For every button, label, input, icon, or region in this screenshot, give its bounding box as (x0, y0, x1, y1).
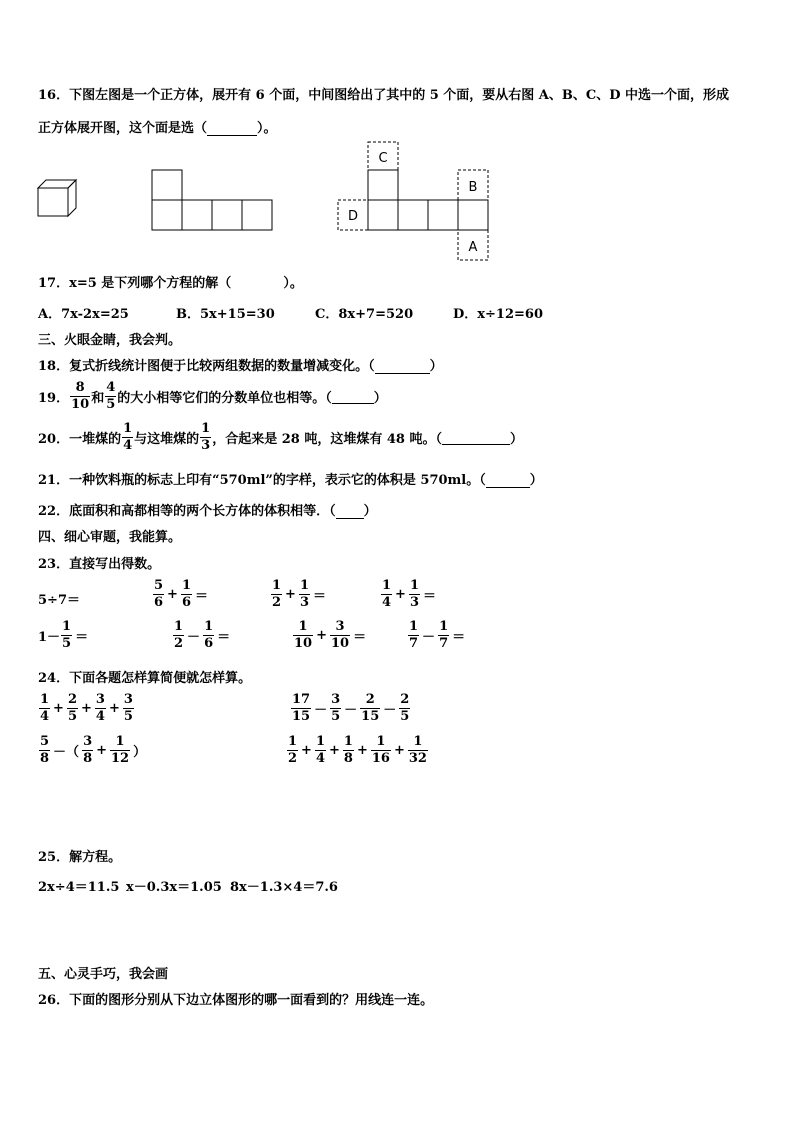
section-5-heading: 五、心灵手巧，我会画 (38, 967, 169, 982)
q24-expr-4: $\frac{1}{2}$ + $\frac{1}{4}$ + $\frac{1}{8}$ + $\frac{1}{16}$ + $\frac{1}{32}$ (288, 734, 427, 766)
q22: 22．底面积和高都相等的两个长方体的体积相等．（ ） (38, 504, 377, 519)
label-b: B (468, 180, 478, 195)
label-d: D (347, 209, 359, 224)
q23-expr-6: $\frac{1}{2}$ － $\frac{1}{6}$ ＝ (174, 619, 231, 651)
q25-eq-3: 8x－1.3×4＝7.6 (230, 880, 338, 895)
fraction: $\frac{1}{4}$ (123, 421, 133, 453)
q24-expr-3: $\frac{5}{8}$ －（ $\frac{3}{8}$ + $\frac{1}{12}$ ） (40, 734, 147, 766)
q24-expr-2: $\frac{17}{15}$ － $\frac{3}{5}$ － $\frac{2}{15}$ － $\frac{2}{5}$ (292, 692, 410, 724)
q16-line2: 正方体展开图，这个面是选（ ）。 (38, 121, 277, 136)
q23-expr-3: $\frac{1}{2}$ + $\frac{1}{3}$ ＝ (272, 578, 327, 610)
answer-blank[interactable] (332, 389, 374, 404)
q23-expr-2: $\frac{5}{6}$ + $\frac{1}{6}$ ＝ (154, 578, 209, 610)
section-4-heading: 四、细心审题，我能算。 (38, 530, 182, 545)
fraction: $\frac{4}{5}$ (106, 380, 116, 412)
answer-blank[interactable] (336, 518, 364, 519)
q17-option-b[interactable]: B．5x+15=30 (176, 307, 275, 322)
q25-eq-2: x－0.3x＝1.05 (126, 880, 222, 895)
answer-blank[interactable] (207, 135, 257, 136)
q23-title: 23．直接写出得数。 (38, 557, 161, 572)
q23-expr-4: $\frac{1}{4}$ + $\frac{1}{3}$ ＝ (382, 578, 437, 610)
q20: 20．一堆煤的 $\frac{1}{4}$ 与这堆煤的 $\frac{1}{3}$ ，合起来是 28 吨，这堆煤有 48 吨。（ ） (38, 421, 524, 453)
q24-title: 24．下面各题怎样算简便就怎样算。 (38, 671, 252, 686)
q24-expr-1: $\frac{1}{4}$ + $\frac{2}{5}$ + $\frac{3}{4}$ + $\frac{3}{5}$ (40, 692, 133, 724)
answer-blank[interactable] (442, 430, 510, 445)
section-3-heading: 三、火眼金睛，我会判。 (38, 333, 182, 348)
q19: 19． $\frac{8}{10}$ 和 $\frac{4}{5}$ 的大小相等它们的分数单位也相等。（ ） (38, 380, 387, 412)
q21: 21．一种饮料瓶的标志上印有“570ml”的字样，表示它的体积是 570ml。（ ） (38, 473, 543, 488)
q25-eq-1: 2x÷4＝11.5 (38, 880, 120, 895)
q25-title: 25．解方程。 (38, 850, 122, 865)
answer-blank[interactable] (486, 487, 530, 488)
label-a: A (468, 240, 478, 255)
q23-expr-5: 1－ $\frac{1}{5}$ ＝ (38, 619, 89, 651)
q17-option-a[interactable]: A．7x-2x=25 (38, 307, 129, 322)
q17-option-c[interactable]: C．8x+7=520 (315, 307, 414, 322)
q26: 26．下面的图形分别从下边立体图形的哪一面看到的？用线连一连。 (38, 993, 434, 1008)
label-c: C (378, 151, 388, 166)
answer-blank[interactable] (375, 373, 430, 374)
q16-line1: 16．下图左图是一个正方体，展开有 6 个面，中间图给出了其中的 5 个面，要从右图 A、B、C、D 中选一个面，形成 (38, 88, 730, 103)
fraction: $\frac{1}{3}$ (201, 421, 211, 453)
q23-expr-1: 5÷7＝ (38, 593, 80, 608)
q23-expr-8: $\frac{1}{7}$ － $\frac{1}{7}$ ＝ (409, 619, 466, 651)
fraction: $\frac{8}{10}$ (71, 380, 90, 412)
q23-expr-7: $\frac{1}{10}$ + $\frac{3}{10}$ ＝ (294, 619, 367, 651)
cube-figure (36, 178, 78, 218)
cube-net-options (336, 140, 490, 262)
q18: 18．复式折线统计图便于比较两组数据的数量增减变化。（ ） (38, 359, 443, 374)
cube-net-partial (150, 168, 274, 232)
q17-stem: 17．x=5 是下列哪个方程的解（ ）。 (38, 276, 303, 291)
q17-option-d[interactable]: D．x÷12=60 (453, 307, 543, 322)
